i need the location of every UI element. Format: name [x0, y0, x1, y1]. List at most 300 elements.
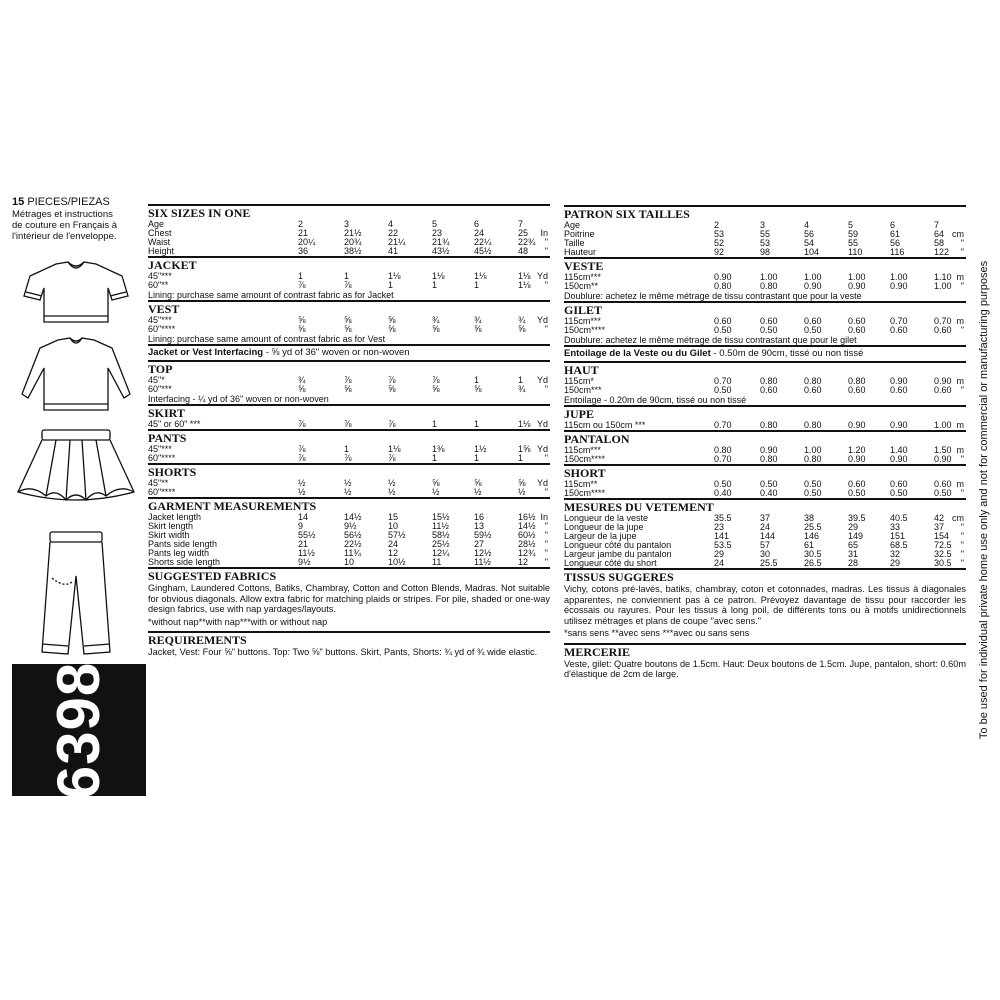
pattern-number-block	[12, 661, 146, 799]
size-value: 1.10	[934, 272, 952, 282]
size-value: 0.80	[714, 281, 732, 291]
size-value: ⅞	[388, 375, 396, 385]
unit-label: "	[960, 558, 964, 568]
size-value: 12	[518, 557, 529, 567]
unit-label: "	[960, 238, 964, 248]
size-value: 25½	[432, 539, 450, 549]
fabrics-section	[148, 567, 550, 627]
table-row	[148, 325, 550, 334]
size-value: 1⅛	[474, 271, 487, 281]
pieces-count: 15 PIECES/PIEZAS	[12, 196, 110, 208]
size-value: 0.90	[714, 272, 732, 282]
size-value: 11½	[474, 557, 491, 567]
size-value: 0.60	[890, 325, 908, 335]
yardage-section	[148, 404, 550, 429]
size-value: 1	[432, 453, 438, 463]
size-value: 0.50	[714, 325, 732, 335]
size-value: 57½	[388, 530, 406, 540]
section-note: Doublure: achetez le même métrage de tissu contrastant que pour la veste	[564, 291, 862, 301]
yardage-section	[148, 360, 550, 404]
yardage-section	[148, 429, 550, 463]
size-value: 55	[848, 238, 859, 248]
size-value: 0.50	[714, 385, 732, 395]
size-value: 1⅛	[432, 271, 445, 281]
size-value: ⅝	[344, 324, 352, 334]
section-heading: SHORT	[564, 466, 606, 480]
size-value: 28	[848, 558, 859, 568]
size-value: 20¼	[298, 237, 316, 247]
row-label: 115cm***	[564, 316, 601, 326]
unit-label: m	[956, 272, 964, 282]
size-value: 9½	[344, 521, 357, 531]
size-value: 9½	[298, 557, 311, 567]
size-value: ⅞	[388, 419, 396, 429]
size-value: 1.00	[934, 281, 952, 291]
table-row	[564, 248, 966, 257]
size-value: 25.5	[760, 558, 778, 568]
size-value: 55	[760, 229, 771, 239]
size-value: 0.90	[848, 281, 866, 291]
section-heading: TOP	[148, 362, 173, 376]
size-value: 0.90	[934, 376, 952, 386]
yardage-section	[564, 301, 966, 345]
size-value: ¾	[474, 315, 482, 325]
size-value: 61	[804, 540, 815, 550]
size-value: 0.80	[804, 454, 822, 464]
size-value: ⅝	[344, 384, 352, 394]
size-value: ⅝	[518, 478, 526, 488]
size-value: 0.60	[934, 325, 952, 335]
unit-label: "	[544, 487, 548, 497]
section-heading: MERCERIE	[564, 644, 631, 659]
size-value: 1⅛	[518, 419, 531, 429]
table-row	[148, 281, 550, 290]
unit-label: Yd	[536, 419, 548, 429]
size-value: 38	[804, 513, 815, 523]
size-value: 24	[714, 558, 725, 568]
size-value: 1.00	[804, 272, 822, 282]
size-value: 23	[432, 228, 443, 238]
size-value: 1½	[474, 444, 487, 454]
unit-label: Yd	[536, 478, 548, 488]
row-label: Largeur de la jupe	[564, 531, 637, 541]
section-heading: SKIRT	[148, 406, 185, 420]
interfacing-text: - 0.50m de 90cm, tissé ou non tissé	[710, 348, 864, 359]
size-value: ⅞	[298, 419, 306, 429]
size-value: 11	[432, 557, 442, 567]
size-value: 45½	[474, 246, 492, 256]
size-value: 59	[848, 229, 859, 239]
row-label: 45"*	[148, 375, 165, 385]
size-value: 30.5	[934, 558, 952, 568]
size-value: 10	[388, 521, 399, 531]
pants-illustration	[12, 528, 140, 660]
size-value: 22½	[344, 539, 362, 549]
size-value: ⅝	[474, 324, 482, 334]
size-value: 151	[890, 531, 906, 541]
row-label: Largeur jambe du pantalon	[564, 549, 672, 559]
size-value: 0.90	[890, 454, 908, 464]
section-heading: VEST	[148, 302, 180, 316]
pattern-envelope-back: 15 PIECES/PIEZAS Métrages et instructions de couture en Français à l'intérieur de l'enveloppe. 6398 To be used for individual private home use only and not for commercial or manufacturing purposes SIX SIZES IN ONE Age 2 3 4 5 6 7 Chest 21 21½ 22 23 24 25 In Waist 20¼ 20¾ 21¼ 21¾ 22¼ 22¾ " Height 36 38½ 41 43½ 45½ 48 " JACKET 45"*** 1 1 1⅛ 1⅛ 1⅛ 1⅛ Yd 60"** ⅞ ⅞ 1 1 1 1⅛ " Lining: purchase same amount of contrast fabric as for Jacket VEST 45"*** ⅝ ⅝ ⅝ ¾ ¾ ¾ Yd 60"**** ⅝ ⅝ ⅝ ⅝ ⅝ ⅝ " Lining: purchase same amount of contrast fabric as for Vest Jacket or Vest Interfacing - ⅝ yd of 36" woven or non-woven TOP 45"* ¾ ⅞ ⅞ ⅞ 1 1 Yd 60"*** ⅝ ⅝ ⅝ ⅝ ⅝ ¾ " Interfacing - ¼ yd of 36" woven or non-woven SKIRT 45" or 60" *** ⅞ ⅞ ⅞ 1 1 1⅛ Yd PANTS 45"*** ⅞ 1 1⅛ 1⅜ 1½ 1⅝ Yd 60"**** ⅞ ⅞ ⅞ 1 1 1 " SHORTS 45"** ½ ½ ½ ⅝ ⅝ ⅝ Yd 60"**** ½ ½ ½ ½ ½ ½ " GARMENT MEASUREMENTS Jacket length 14 14½ 15 15½ 16 16½ In Skirt length 9 9½ 10 11½ 13 14½ " Skirt width 55½ 56½ 57½ 58½ 59½ 60½ " Pants side length 21 22½ 24 25½ 27 28½ " Pants leg width 11½ 11¾ 12 12¼ 12½ 12¾ " Shorts side length 9½ 10 10½ 11 11½ 12 " SUGGESTED FABRICS Gingham, Laundered Cottons, Batiks, Chambray, Cotton and Cotton Blends, Madras. Not suitable for obvious diagonals. Allow extra fabric for matching plaids or stripes. For pile, shaded or one-way design fabrics, use with nap yardages/layouts. *without nap**with nap***with or without nap REQUIREMENTS Jacket, Vest: Four ⅝" buttons. Top: Two ⅝" buttons. Skirt, Pants, Shorts: ¾ yd of ¾ wide elastic. PATRON SIX TAILLES Age 2 3 4 5 6 7 Poitrine 53 55 56 59 61 64 cm Taille 52 53 54 55 56 58 " Hauteur 92 98 104 110 116 122 " VESTE 115cm*** 0.90 1.00 1.00 1.00 1.00 1.10 m 150cm** 0.80 0.80 0.90 0.90 0.90 1.00 " Doublure: achetez le même métrage de tissu contrastant que pour la veste GILET 115cm*** 0.60 0.60 0.60 0.60 0.70 0.70 m 150cm**** 0.50 0.50 0.50 0.60 0.60 0.60 " Doublure: achetez le même métrage de tissu contrastant que pour le gilet Entoilage de la Veste ou du Gilet - 0.50m de 90cm, tissé ou non tissé HAUT 115cm* 0.70 0.80 0.80 0.80 0.90 0.90 m 150cm*** 0.50 0.60 0.60 0.60 0.60 0.60 " Entoilage - 0.20m de 90cm, tissé ou non tissé JUPE 115cm ou 150cm *** 0.70 0.80 0.80 0.90 0.90 1.00 m PANTALON 115cm*** 0.80 0.90 1.00 1.20 1.40 1.50 m 150cm**** 0.70 0.80 0.80 0.90 0.90 0.90 " SHORT 115cm** 0.50 0.50 0.50 0.60 0.60 0.60 m 150cm**** 0.40 0.40 0.50 0.50 0.50 0.50 " MESURES DU VETEMENT Longueur de la veste 35.5 37 38 39.5 40.5 42 cm Longueur de la jupe 23 24 25.5 29 33 37 " Largeur de la jupe 141 144 146 149 151 154 " Longueur côté du pantalon 53.5 57 61 65 68.5 72.5 " Largeur jambe du pantalon 29 30 30.5 31 32 32.5 " Longueur côté du short 24 25.5 26.5 28 29 30.5 " TISSUS SUGGERES Vichy, cotons pré-lavés, batiks, chambray, coton et cotonnades, madras. Les tissus à diagonales apparentes, ne conviennent pas à ce patron. Prévoyez davantage de tissu pour raccorder les écossais ou rayures. Pour les tissus à long poil, de différents tons ou à motifs unidirectionnels utilisez métrages et plans de coupe "avec sens." *sans sens **avec sens ***avec ou sans sens MERCERIE Veste, gilet: Quatre boutons de 1.5cm. Haut: Deux boutons de 1.5cm. Jupe, pantalon, short: 0.60m d'élastique de 2cm de large.	[12, 196, 990, 799]
size-value: 0.70	[890, 316, 908, 326]
unit-label: m	[956, 420, 964, 430]
size-value: ⅝	[388, 384, 396, 394]
section-heading: HAUT	[564, 363, 599, 377]
size-value: 0.60	[848, 325, 866, 335]
size-value: 40.5	[890, 513, 908, 523]
size-value: 22¾	[518, 237, 536, 247]
yardage-section	[564, 361, 966, 405]
size-value: 0.60	[848, 316, 866, 326]
size-value: 55½	[298, 530, 316, 540]
table-row	[564, 421, 966, 430]
table-row	[148, 385, 550, 394]
size-value: 0.90	[934, 454, 952, 464]
size-value: 0.60	[804, 385, 822, 395]
section-heading: PATRON SIX TAILLES	[564, 207, 690, 221]
size-value: 0.80	[760, 420, 778, 430]
size-value: 149	[848, 531, 864, 541]
unit-label: In	[540, 228, 548, 238]
size-value: 1⅛	[388, 271, 401, 281]
table-row	[148, 488, 550, 497]
section-heading: MESURES DU VETEMENT	[564, 500, 714, 514]
size-value: 39.5	[848, 513, 866, 523]
size-value: 144	[760, 531, 776, 541]
row-label: 45"**	[148, 478, 169, 488]
size-value: ⅞	[298, 444, 306, 454]
size-value: 4	[388, 219, 394, 229]
size-value: ½	[432, 487, 440, 497]
size-value: 56½	[344, 530, 362, 540]
size-value: ⅝	[474, 384, 482, 394]
unit-label: "	[544, 521, 548, 531]
size-value: ⅞	[344, 375, 352, 385]
size-value: 31	[848, 549, 859, 559]
size-value: ⅝	[388, 324, 396, 334]
size-value: 146	[804, 531, 820, 541]
row-label: 60"****	[148, 324, 176, 334]
size-value: ⅞	[298, 453, 306, 463]
size-value: 23	[714, 522, 725, 532]
section-note: Entoilage - 0.20m de 90cm, tissé ou non tissé	[564, 395, 747, 405]
size-value: 27	[474, 539, 485, 549]
skirt-illustration	[12, 426, 140, 516]
size-value: 4	[804, 220, 810, 230]
size-value: 20¾	[344, 237, 362, 247]
unit-label: Yd	[536, 375, 548, 385]
size-value: 3	[344, 219, 350, 229]
size-value: 58½	[432, 530, 450, 540]
size-value: 32.5	[934, 549, 952, 559]
size-value: 0.50	[890, 488, 908, 498]
size-value: ⅞	[344, 453, 352, 463]
unit-label: "	[960, 325, 964, 335]
requirements-section	[564, 643, 966, 680]
size-value: ⅝	[518, 324, 526, 334]
size-value: 0.50	[804, 488, 822, 498]
size-value: ¾	[518, 384, 526, 394]
table-row	[564, 559, 966, 568]
unit-label: "	[960, 247, 964, 257]
fabrics-text: Gingham, Laundered Cottons, Batiks, Chambray, Cotton and Cotton Blends, Madras. Not suitable for obvious diagonals. Allow extra fabric for matching plaids or stripes. For pile, shaded or one-way design fabrics, use with nap yardages/layouts.	[148, 583, 550, 614]
size-value: 9	[298, 521, 304, 531]
unit-label: "	[960, 385, 964, 395]
size-value: 1.00	[804, 445, 822, 455]
size-value: ½	[298, 478, 306, 488]
size-value: 1	[474, 280, 480, 290]
interfacing-title: Entoilage de la Veste ou du Gilet	[564, 348, 711, 359]
table-row	[148, 420, 550, 429]
interfacing-title: Jacket or Vest Interfacing	[148, 347, 264, 358]
interfacing-text: - ⅝ yd of 36" woven or non-woven	[263, 347, 410, 358]
size-value: 0.50	[804, 325, 822, 335]
row-label: 60"**	[148, 280, 169, 290]
french-instructions-note: Métrages et instructions de couture en Français à l'intérieur de l'enveloppe.	[12, 209, 118, 242]
section-heading: GILET	[564, 303, 603, 317]
size-value: 65	[848, 540, 859, 550]
size-value: 37	[760, 513, 771, 523]
size-value: 14½	[344, 512, 362, 522]
size-value: 0.90	[848, 454, 866, 464]
size-value: 104	[804, 247, 820, 257]
size-value: ⅞	[388, 453, 396, 463]
size-value: 0.50	[760, 325, 778, 335]
row-label: 150cm****	[564, 454, 606, 464]
size-value: 2	[298, 219, 304, 229]
size-value: 43½	[432, 246, 450, 256]
size-value: 1⅝	[518, 444, 531, 454]
row-label: Height	[148, 246, 175, 256]
size-value: 0.90	[890, 420, 908, 430]
size-value: 15	[388, 512, 399, 522]
size-value: 61	[890, 229, 901, 239]
section-note: Interfacing - ¼ yd of 36" woven or non-woven	[148, 394, 329, 404]
row-label: Jacket length	[148, 512, 202, 522]
unit-label: Yd	[536, 315, 548, 325]
row-label: 45"***	[148, 444, 172, 454]
size-value: 15½	[432, 512, 450, 522]
size-value: 5	[848, 220, 854, 230]
unit-label: "	[544, 280, 548, 290]
size-value: 1⅜	[432, 444, 445, 454]
size-value: 6	[890, 220, 896, 230]
yardage-section	[148, 344, 550, 360]
requirements-text: Veste, gilet: Quatre boutons de 1.5cm. Haut: Deux boutons de 1.5cm. Jupe, pantalon, short: 0.60m d'élastique de 2cm de large.	[564, 658, 966, 679]
size-value: ½	[344, 487, 352, 497]
row-label: 115cm ou 150cm ***	[564, 420, 646, 430]
section-heading: SIX SIZES IN ONE	[148, 206, 251, 220]
size-value: 56	[890, 238, 901, 248]
unit-label: cm	[952, 229, 964, 239]
row-label: 150cm***	[564, 385, 602, 395]
size-value: 2	[714, 220, 720, 230]
size-value: 154	[934, 531, 950, 541]
yardage-section	[564, 345, 966, 361]
table-row	[564, 455, 966, 464]
size-value: 0.80	[714, 445, 732, 455]
size-value: 0.60	[714, 316, 732, 326]
size-value: 7	[934, 220, 940, 230]
table-row	[564, 489, 966, 498]
size-value: 16	[474, 512, 485, 522]
size-value: 53	[714, 229, 725, 239]
size-value: 12	[388, 548, 399, 558]
nap-legend: *sans sens **avec sens ***avec ou sans sens	[564, 628, 750, 638]
yardage-section	[564, 430, 966, 464]
interfacing-row	[148, 346, 550, 360]
size-value: ⅝	[474, 478, 482, 488]
size-value: 1	[432, 419, 438, 429]
size-value: 64	[934, 229, 945, 239]
size-value: 1	[474, 375, 480, 385]
row-label: Longueur côté du short	[564, 558, 657, 568]
unit-label: "	[960, 531, 964, 541]
size-value: 0.90	[890, 281, 908, 291]
size-value: 32	[890, 549, 901, 559]
size-value: 5	[432, 219, 438, 229]
size-value: ⅝	[298, 315, 306, 325]
section-heading: JACKET	[148, 258, 197, 272]
row-label: 60"****	[148, 487, 176, 497]
size-value: 33	[890, 522, 901, 532]
row-label: Pants leg width	[148, 548, 210, 558]
size-value: 0.60	[934, 385, 952, 395]
jacket-long-sleeve-illustration	[12, 336, 140, 416]
section-heading: VESTE	[564, 259, 604, 273]
size-value: 11½	[298, 548, 315, 558]
size-value: 122	[934, 247, 950, 257]
section-heading: GARMENT MEASUREMENTS	[148, 499, 317, 513]
size-value: 13	[474, 521, 485, 531]
size-value: 0.40	[760, 488, 778, 498]
row-label: Longueur de la veste	[564, 513, 649, 523]
size-value: 1	[474, 453, 480, 463]
size-value: 24	[760, 522, 771, 532]
size-value: 56	[804, 229, 815, 239]
size-value: 60½	[518, 530, 536, 540]
size-value: 11¾	[344, 548, 361, 558]
size-value: 59½	[474, 530, 492, 540]
section-heading: SHORTS	[148, 465, 197, 479]
yardage-section	[148, 497, 550, 567]
size-value: 1.00	[760, 272, 778, 282]
size-value: ⅝	[432, 324, 440, 334]
section-heading: SUGGESTED FABRICS	[148, 569, 277, 583]
size-value: ½	[474, 487, 482, 497]
row-label: Poitrine	[564, 229, 595, 239]
size-value: 16½	[518, 512, 536, 522]
size-value: 1⅛	[388, 444, 401, 454]
size-value: 0.90	[760, 445, 778, 455]
size-value: 28½	[518, 539, 536, 549]
row-label: Age	[148, 219, 165, 229]
interfacing-row	[564, 347, 966, 361]
size-value: 0.80	[848, 376, 866, 386]
size-value: ⅝	[298, 324, 306, 334]
size-value: ½	[388, 478, 396, 488]
size-value: 141	[714, 531, 730, 541]
french-requirements-panel	[564, 205, 966, 680]
row-label: 115cm***	[564, 272, 601, 282]
size-value: ¾	[518, 315, 526, 325]
size-value: ⅝	[388, 315, 396, 325]
row-label: 150cm**	[564, 281, 599, 291]
row-label: Chest	[148, 228, 172, 238]
section-note: Lining: purchase same amount of contrast fabric as for Vest	[148, 334, 386, 344]
row-label: Longueur de la jupe	[564, 522, 644, 532]
size-value: 25	[518, 228, 529, 238]
row-label: 115cm**	[564, 479, 598, 489]
size-value: 0.80	[760, 454, 778, 464]
size-value: 0.90	[804, 281, 822, 291]
size-value: 54	[804, 238, 815, 248]
size-value: 98	[760, 247, 771, 257]
size-value: 0.60	[890, 479, 908, 489]
table-row	[564, 282, 966, 291]
row-label: Waist	[148, 237, 171, 247]
size-value: 72.5	[934, 540, 952, 550]
size-value: 0.60	[848, 479, 866, 489]
section-heading: JUPE	[564, 407, 594, 421]
size-value: 68.5	[890, 540, 908, 550]
size-value: ⅞	[298, 280, 306, 290]
row-label: Longueur côté du pantalon	[564, 540, 672, 550]
size-value: 58	[934, 238, 945, 248]
yardage-section	[564, 405, 966, 430]
unit-label: "	[544, 453, 548, 463]
fabrics-text: Vichy, cotons pré-lavés, batiks, chambray, coton et cotonnades, madras. Les tissus à diagonales apparentes, ne conviennent pas à ce patron. Prévoyez davantage de tissu pour raccorder les écossais ou rayures. Pour les tissus à long poil, de différents tons ou à motifs unidirectionnels utilisez métrages et plans de coupe "avec sens."	[564, 584, 966, 626]
size-value: 1	[474, 419, 480, 429]
size-value: 12½	[474, 548, 492, 558]
size-value: ⅞	[344, 280, 352, 290]
size-value: 11½	[432, 521, 449, 531]
size-value: ¾	[432, 315, 440, 325]
size-value: 1.20	[848, 445, 866, 455]
size-value: 57	[760, 540, 771, 550]
size-value: 0.60	[760, 316, 778, 326]
size-value: 0.70	[714, 420, 732, 430]
size-value: 0.40	[714, 488, 732, 498]
size-value: 92	[714, 247, 725, 257]
section-heading: PANTS	[148, 431, 187, 445]
size-value: 0.70	[714, 376, 732, 386]
section-heading: PANTALON	[564, 432, 630, 446]
size-value: ⅝	[432, 384, 440, 394]
size-value: 26.5	[804, 558, 822, 568]
size-value: 48	[518, 246, 529, 256]
unit-label: "	[544, 237, 548, 247]
size-value: 6	[474, 219, 480, 229]
row-label: Skirt width	[148, 530, 190, 540]
size-value: 110	[848, 247, 863, 257]
unit-label: "	[544, 557, 548, 567]
unit-label: m	[956, 445, 964, 455]
size-value: 10½	[388, 557, 406, 567]
size-chart-section	[148, 204, 550, 256]
unit-label: Yd	[536, 444, 548, 454]
size-value: 0.60	[890, 385, 908, 395]
section-heading: TISSUS SUGGERES	[564, 570, 674, 584]
size-value: 0.80	[760, 376, 778, 386]
size-value: 1.50	[934, 445, 952, 455]
size-value: 1	[388, 280, 394, 290]
row-label: Age	[564, 220, 581, 230]
unit-label: "	[960, 488, 964, 498]
size-value: 1.00	[848, 272, 866, 282]
size-value: 38½	[344, 246, 362, 256]
